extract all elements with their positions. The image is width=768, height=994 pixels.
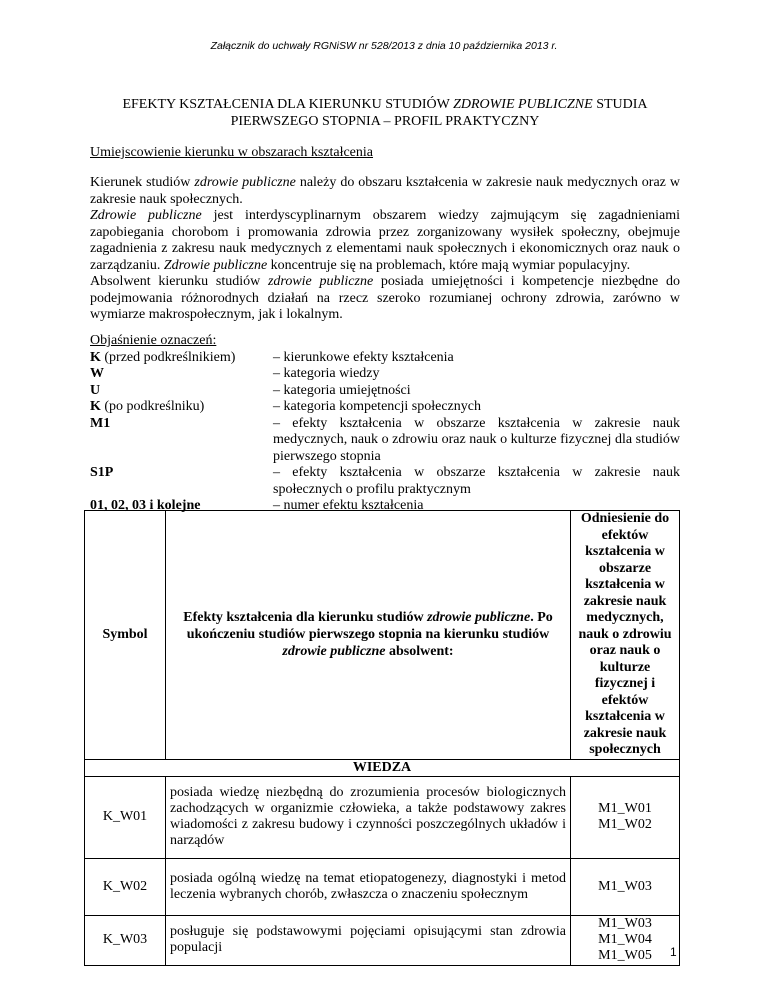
outcome-description: posiada ogólną wiedzę na temat etiopatogenezy, diagnostyki i metod leczenia wybranych chorób, zwłaszcza o znaczeniu społecznym [166,858,571,915]
attachment-header-note: Załącznik do uchwały RGNiSW nr 528/2013 z dnia 10 października 2013 r. [210,40,558,52]
intro-text-run: jest interdyscyplinarnym obszarem wiedzy zajmującym się zagadnieniami zapobiegania chorobom i promowania zdrowia przez zorganizowany wysiłek społeczny, obejmuje zagadnienia z zakresu nauk medycznych z elementami nauk społecznych i ekonomicznych oraz nauk o zarządzaniu. [90,208,681,273]
section-heading: Umiejscowienie kierunku w obszarach kształcenia [90,145,374,160]
title-part2: STUDIA PIERWSZEGO STOPNIA – PROFIL PRAKTYCZNY [230,97,648,129]
legend-description: – kategoria wiedzy [273,366,380,381]
legend-description: – efekty kształcenia w obszarze kształcenia w zakresie nauk medycznych, nauk o zdrowiu oraz nauk o kulturze fizycznej dla studiów pierwszego stopnia [273,415,680,464]
column-header-reference: Odniesienie do efektów kształcenia w obszarze kształcenia w zakresie nauk medycznych, nauk o zdrowiu oraz nauk o kulturze fizycznej i efektów kształcenia w zakresie nauk społecznych [571,511,680,760]
document-title [90,96,680,130]
legend [90,333,680,515]
header-text-run: . Po ukończeniu studiów pierwszego stopnia na kierunku studiów [186,610,553,643]
outcome-symbol: K_W02 [85,858,166,915]
legend-key-symbol: M1 [90,415,111,431]
table-row [85,858,680,915]
legend-description: – kierunkowe efekty kształcenia [273,349,454,365]
legend-key [90,416,273,466]
page-number: 1 [670,945,677,959]
category-knowledge: WIEDZA [85,759,680,776]
legend-row [90,399,680,416]
column-header-symbol: Symbol [85,511,166,760]
legend-key-note: (przed podkreślnikiem) [100,349,236,365]
category-row [85,759,680,776]
table-header-row [85,511,680,760]
outcome-symbol: K_W03 [85,915,166,965]
title-field-name: ZDROWIE PUBLICZNE [453,97,593,112]
legend-description: – efekty kształcenia w obszarze kształcenia w zakresie nauk społecznych o profilu praktycznym [273,465,680,497]
intro-paragraph-2 [90,208,680,274]
column-header-outcomes [166,511,571,760]
legend-key-symbol: K [90,349,101,365]
legend-row [90,350,680,367]
intro-italic-run: Zdrowie publiczne [163,257,268,273]
reference-code: M1_W01 [598,801,652,816]
header-text-run: Efekty kształcenia dla kierunku studiów [183,610,428,626]
header-text-run: absolwent: [385,644,454,660]
outcome-symbol: K_W01 [85,776,166,858]
table-row [85,915,680,965]
legend-key-symbol: W [90,366,104,381]
legend-key-symbol: 01, 02, 03 i kolejne [90,498,201,513]
header-italic-run: zdrowie publiczne [427,610,531,626]
outcome-references [571,776,680,858]
legend-key-symbol: U [90,382,101,398]
intro-italic-run: zdrowie publiczne [267,274,374,289]
legend-key [90,366,273,383]
legend-row [90,366,680,383]
intro-paragraph-1 [90,175,680,208]
legend-description: – kategoria umiejętności [273,382,411,398]
legend-key [90,383,273,400]
legend-key-note: (po podkreślniku) [100,399,205,414]
legend-key-symbol: K [90,399,101,414]
reference-code: M1_W02 [598,817,652,832]
legend-description: – kategoria kompetencji społecznych [273,399,481,414]
legend-title: Objaśnienie oznaczeń: [90,333,217,348]
legend-key [90,465,273,498]
legend-row [90,416,680,466]
learning-outcomes-table [84,510,680,966]
table-row [85,776,680,858]
legend-row [90,465,680,498]
reference-code: M1_W03 [598,916,652,931]
legend-key [90,399,273,416]
intro-italic-run: zdrowie publiczne [194,175,296,190]
reference-code: M1_W04 [598,932,652,947]
outcome-description: posiada wiedzę niezbędną do zrozumienia procesów biologicznych zachodzących w organizmie człowieka, a także podstawowy zakres wiadomości z zakresu budowy i czynności poszczególnych układów i narządów [166,776,571,858]
outcome-references [571,915,680,965]
intro-text-run: Kierunek studiów [90,175,195,190]
intro-text-run: należy do obszaru kształcenia w zakresie nauk medycznych oraz w zakresie nauk społecznych. [90,175,680,207]
reference-code: M1_W05 [598,948,652,963]
intro-italic-run: Zdrowie publiczne [90,208,202,223]
intro-paragraph-3 [90,274,680,324]
header-italic-run: zdrowie publiczne [282,644,386,660]
legend-key [90,350,273,367]
intro-text-run: koncentruje się na problemach, które mają wymiar populacyjny. [267,257,631,273]
intro-text-run: Absolwent kierunku studiów [90,274,268,289]
intro-text-run: posiada umiejętności i kompetencje niezbędne do podejmowania różnorodnych działań na rzecz szeroko rozumianej ochrony zdrowia, zarówno w wymiarze makrospołecznym, jak i lokalnym. [90,274,680,322]
intro-text [90,175,680,324]
outcome-description: posługuje się podstawowymi pojęciami opisującymi stan zdrowia populacji [166,915,571,965]
legend-description: – numer efektu kształcenia [273,498,424,513]
reference-code: M1_W03 [598,878,652,894]
legend-key-symbol: S1P [90,465,114,480]
legend-row [90,383,680,400]
outcome-references [571,858,680,915]
title-part1: EFEKTY KSZTAŁCENIA DLA KIERUNKU STUDIÓW [122,97,454,112]
